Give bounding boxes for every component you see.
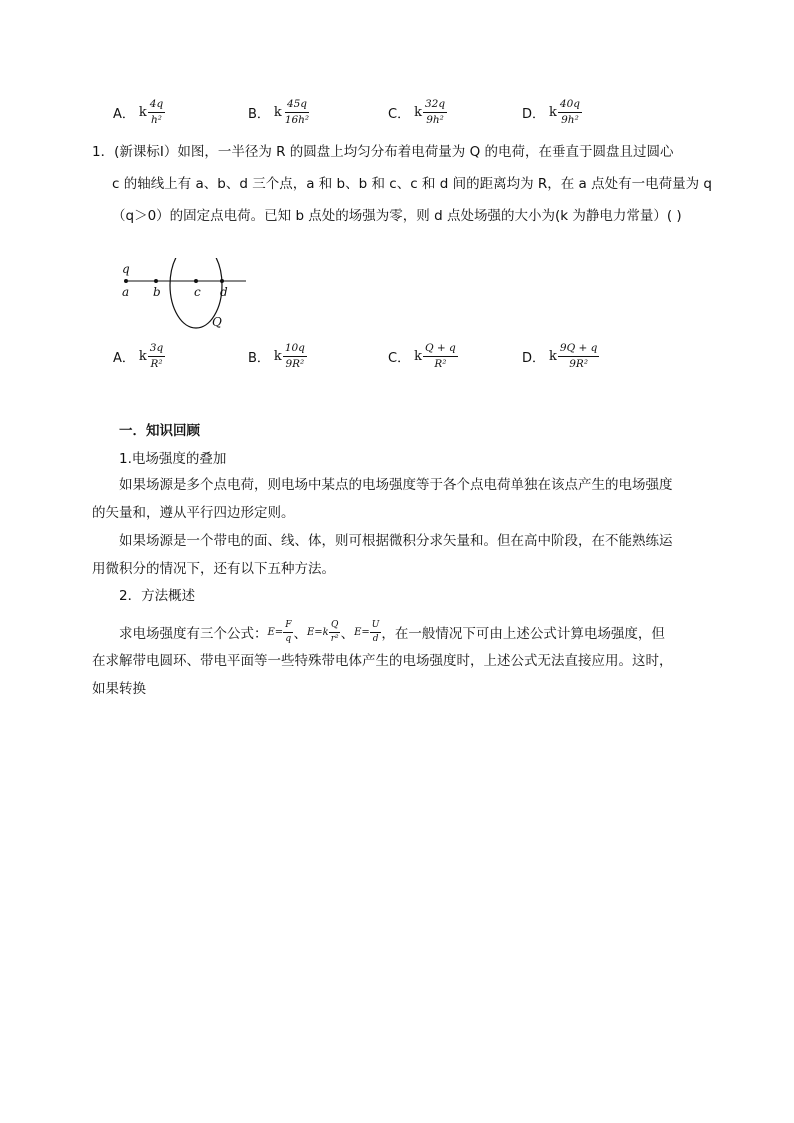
denominator: d xyxy=(372,633,379,644)
formula-intro: 求电场强度有三个公式： xyxy=(119,626,268,642)
option-letter: D． xyxy=(522,106,546,122)
point-d-label: d xyxy=(220,285,228,299)
question-line-2: c 的轴线上有 a、b、d 三个点，a 和 b、b 和 c、c 和 d 间的距离均为 R，在 a 点处有一电荷量为 q xyxy=(112,176,712,192)
point-a-dot xyxy=(124,279,128,283)
formula-1-lhs: E= xyxy=(267,626,284,638)
numerator: Q xyxy=(329,621,340,633)
paragraph-2-line-1: 如果场源是一个带电的面、线、体，则可根据微积分求矢量和。但在高中阶段，在不能熟练运 xyxy=(119,533,673,549)
denominator: q xyxy=(285,633,292,644)
formula-2-fraction xyxy=(329,621,341,644)
top-option-a xyxy=(113,99,165,125)
option-letter: A． xyxy=(113,106,135,122)
option-letter: D． xyxy=(522,350,546,366)
option-letter: B． xyxy=(248,350,270,366)
constant-k: k xyxy=(549,348,557,364)
disk-figure xyxy=(110,258,255,338)
fraction xyxy=(148,99,165,125)
option-b xyxy=(248,343,307,369)
constant-k: k xyxy=(549,104,557,120)
separator: 、 xyxy=(293,626,307,642)
numerator: Q + q xyxy=(423,343,458,357)
paragraph-1-line-1: 如果场源是多个点电荷，则电场中某点的电场强度等于各个点电荷单独在该点产生的电场强度 xyxy=(119,477,673,493)
subheading-method: 2．方法概述 xyxy=(119,588,196,604)
numerator: 4q xyxy=(148,99,165,113)
separator: 、 xyxy=(340,626,355,642)
point-c-dot xyxy=(194,279,198,283)
denominator: h² xyxy=(151,113,162,126)
disk-label-Q: Q xyxy=(212,315,222,329)
question-line-1: 1．(新课标Ⅰ）如图，一半径为 R 的圆盘上均匀分布着电荷量为 Q 的电荷，在垂直于圆盘且过圆心 xyxy=(92,144,674,160)
denominator: 9R² xyxy=(569,357,589,370)
numerator: 9Q + q xyxy=(558,343,599,357)
formula-1-fraction xyxy=(283,621,293,644)
paragraph-3-line-3: 如果转换 xyxy=(92,681,146,697)
fraction xyxy=(423,99,447,125)
denominator: R² xyxy=(150,357,163,370)
top-option-c xyxy=(388,99,447,125)
denominator: 9R² xyxy=(285,357,305,370)
point-a-label: a xyxy=(122,285,130,299)
denominator: 9h² xyxy=(561,113,579,126)
option-d xyxy=(522,343,599,369)
constant-k: k xyxy=(273,104,282,120)
denominator: 16h² xyxy=(284,113,310,126)
numerator: 40q xyxy=(558,99,582,113)
fraction xyxy=(283,343,307,369)
denominator: 9h² xyxy=(426,113,444,126)
numerator: 3q xyxy=(148,343,165,357)
point-b-label: b xyxy=(153,285,161,299)
numerator: 45q xyxy=(285,99,309,113)
denominator: r² xyxy=(330,633,339,644)
fraction xyxy=(558,343,599,369)
constant-k: k xyxy=(138,104,147,120)
numerator: U xyxy=(370,621,382,633)
paragraph-1-line-2: 的矢量和，遵从平行四边形定则。 xyxy=(92,505,295,521)
formula-3-lhs: E= xyxy=(354,626,370,638)
point-b-dot xyxy=(154,279,158,283)
paragraph-3-line-2: 在求解带电圆环、带电平面等一些特殊带电体产生的电场强度时，上述公式无法直接应用。这时， xyxy=(92,653,673,669)
charge-label-q: q xyxy=(122,262,130,276)
formula-3-fraction xyxy=(370,621,382,644)
option-a xyxy=(113,343,165,369)
formula-2-lhs: E=k xyxy=(306,626,329,638)
top-option-b xyxy=(248,99,311,125)
numerator: 10q xyxy=(283,343,307,357)
fraction xyxy=(423,343,458,369)
constant-k: k xyxy=(273,348,282,364)
question-line-3: （q＞0）的固定点电荷。已知 b 点处的场强为零，则 d 点处场强的大小为(k 为静电力常量）( ) xyxy=(112,208,682,224)
fraction xyxy=(558,99,582,125)
section-title: 一．知识回顾 xyxy=(119,423,200,439)
subheading-superposition: 1.电场强度的叠加 xyxy=(119,451,227,467)
constant-k: k xyxy=(414,348,422,364)
fraction xyxy=(283,99,311,125)
option-letter: C． xyxy=(388,106,411,122)
point-d-dot xyxy=(220,279,224,283)
denominator: R² xyxy=(434,357,447,370)
option-letter: C． xyxy=(388,350,411,366)
top-option-d xyxy=(522,99,582,125)
point-c-label: c xyxy=(194,285,201,299)
constant-k: k xyxy=(414,104,422,120)
numerator: F xyxy=(283,621,293,633)
paragraph-2-line-2: 用微积分的情况下，还有以下五种方法。 xyxy=(92,561,335,577)
option-c xyxy=(388,343,458,369)
option-letter: A． xyxy=(113,350,135,366)
numerator: 32q xyxy=(423,99,447,113)
constant-k: k xyxy=(138,348,147,364)
fraction xyxy=(148,343,165,369)
option-letter: B． xyxy=(248,106,270,122)
formula-tail: ，在一般情况下可由上述公式计算电场强度，但 xyxy=(381,626,665,642)
